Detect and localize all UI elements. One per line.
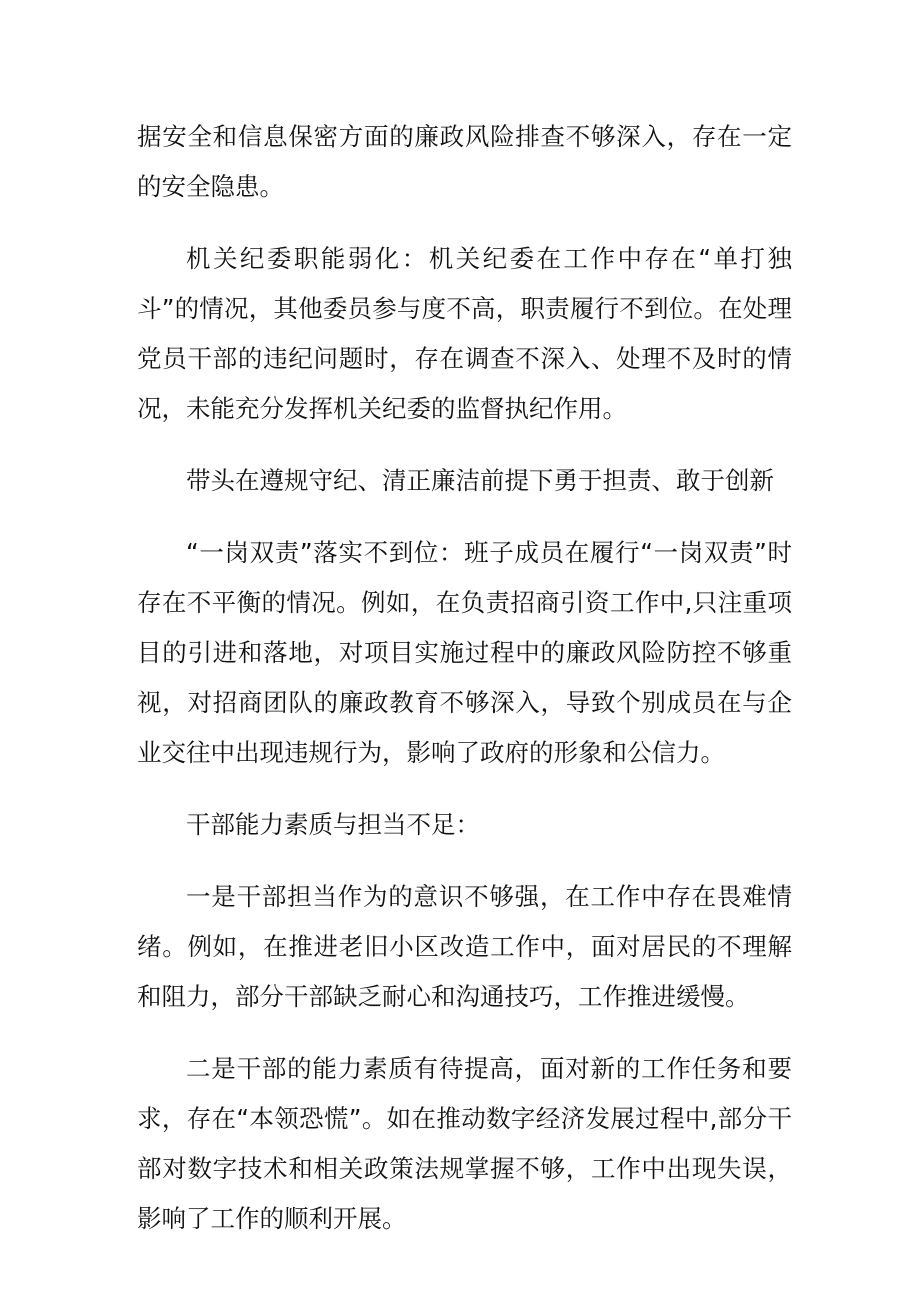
- paragraph-point-one: 一是干部担当作为的意识不够强，在工作中存在畏难情绪。例如，在推进老旧小区改造工作中，面对居民的不理解和阻力，部分干部缺乏耐心和沟通技巧，工作推进缓慢。: [137, 882, 792, 1011]
- paragraph-continuation: 据安全和信息保密方面的廉政风险排查不够深入，存在一定的安全隐患。: [137, 122, 792, 201]
- paragraph-dual-responsibility: “一岗双责”落实不到位：班子成员在履行“一岗双责”时存在不平衡的情况。例如，在负责招商引资工作中,只注重项目的引进和落地，对项目实施过程中的廉政风险防控不够重视，对招商团队的廉政教育不够深入，导致个别成员在与企业交往中出现违规行为，影响了政府的形象和公信力。: [137, 538, 792, 767]
- section-heading-cadre-ability: 干部能力素质与担当不足：: [186, 810, 480, 839]
- section-heading-responsibility: 带头在遵规守纪、清正廉洁前提下勇于担责、敢于创新: [186, 466, 774, 495]
- paragraph-point-two: 二是干部的能力素质有待提高，面对新的工作任务和要求，存在“本领恐慌”。如在推动数字经济发展过程中,部分干部对数字技术和相关政策法规掌握不够，工作中出现失误，影响了工作的顺利开展。: [137, 1054, 792, 1233]
- paragraph-discipline-committee: 机关纪委职能弱化：机关纪委在工作中存在“单打独斗”的情况，其他委员参与度不高，职责履行不到位。在处理党员干部的违纪问题时，存在调查不深入、处理不及时的情况，未能充分发挥机关纪委的监督执纪作用。: [137, 244, 792, 423]
- document-body: [137, 112, 792, 1266]
